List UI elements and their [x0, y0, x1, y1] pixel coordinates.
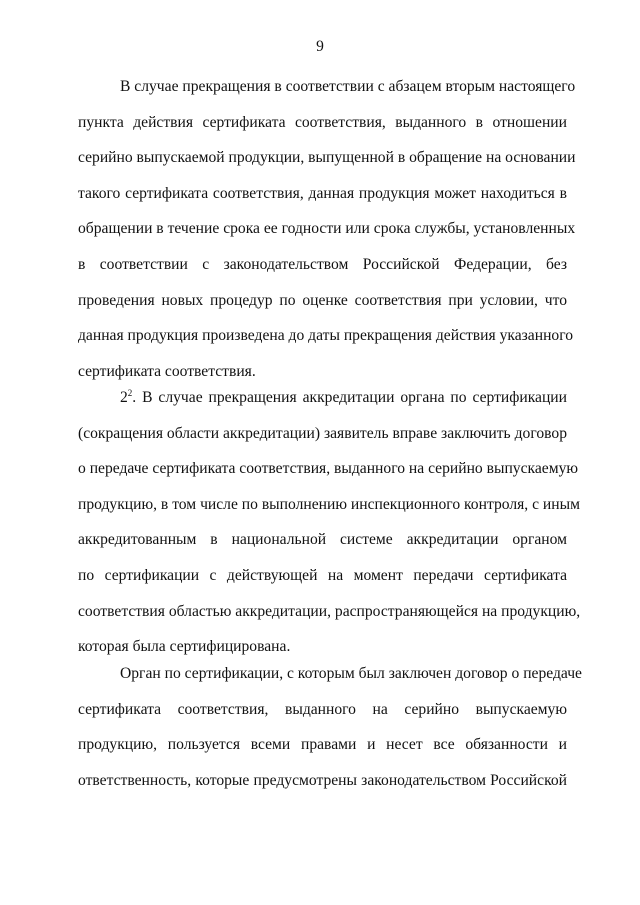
paragraph-line: продукцию, в том числе по выполнению инспекционного контроля, с иным	[78, 495, 580, 513]
paragraph-line: сертификата соответствия, выданного на серийно выпускаемую	[78, 700, 567, 718]
page-number: 9	[316, 38, 324, 55]
clause-number-suffix: .	[132, 389, 137, 406]
paragraph-line: пункта действия сертификата соответствия, выданного в отношении	[78, 113, 567, 131]
paragraph-line: обращении в течение срока ее годности или срока службы, установленных	[78, 220, 576, 238]
paragraph-line: сертификата соответствия.	[78, 362, 256, 380]
paragraph-line: ответственность, которые предусмотрены законодательством Российской	[78, 771, 567, 789]
paragraph-line-text: В случае прекращения аккредитации органа по сертификации	[136, 389, 567, 406]
paragraph-line-numbered	[78, 380, 567, 416]
paragraph-line: такого сертификата соответствия, данная продукция может находиться в	[78, 184, 567, 202]
paragraph-line: В случае прекращения в соответствии с абзацем вторым настоящего	[120, 78, 576, 95]
paragraph-line: серийно выпускаемой продукции, выпущенной в обращение на основании	[78, 149, 576, 167]
paragraph-line: аккредитованным в национальной системе аккредитации органом	[78, 531, 567, 549]
paragraph-line: данная продукция произведена до даты прекращения действия указанного	[78, 327, 574, 345]
clause-number-base: 2	[120, 389, 128, 406]
paragraph-line: о передаче сертификата соответствия, выданного на серийно выпускаемую	[78, 460, 579, 478]
paragraph-accreditation-termination	[78, 380, 581, 665]
paragraph-line: которая была сертифицирована.	[78, 638, 291, 656]
clause-number-superscript: 2	[127, 388, 133, 398]
paragraph-line: Орган по сертификации, с которым был заключен договор о передаче	[120, 665, 582, 682]
paragraph-line: в соответствии с законодательством Российской Федерации, без	[78, 255, 567, 273]
paragraph-certificate-termination	[78, 69, 576, 389]
paragraph-line: по сертификации с действующей на момент передачи сертификата	[78, 566, 567, 584]
paragraph-line: (сокращения области аккредитации) заявитель вправе заключить договор	[78, 424, 567, 442]
paragraph-certification-body-rights	[78, 656, 582, 798]
paragraph-line: продукцию, пользуется всеми правами и несет все обязанности и	[78, 736, 567, 754]
paragraph-line: соответствия областью аккредитации, распространяющейся на продукцию,	[78, 602, 581, 620]
paragraph-line: проведения новых процедур по оценке соответствия при условии, что	[78, 291, 567, 309]
clause-number	[120, 389, 136, 406]
